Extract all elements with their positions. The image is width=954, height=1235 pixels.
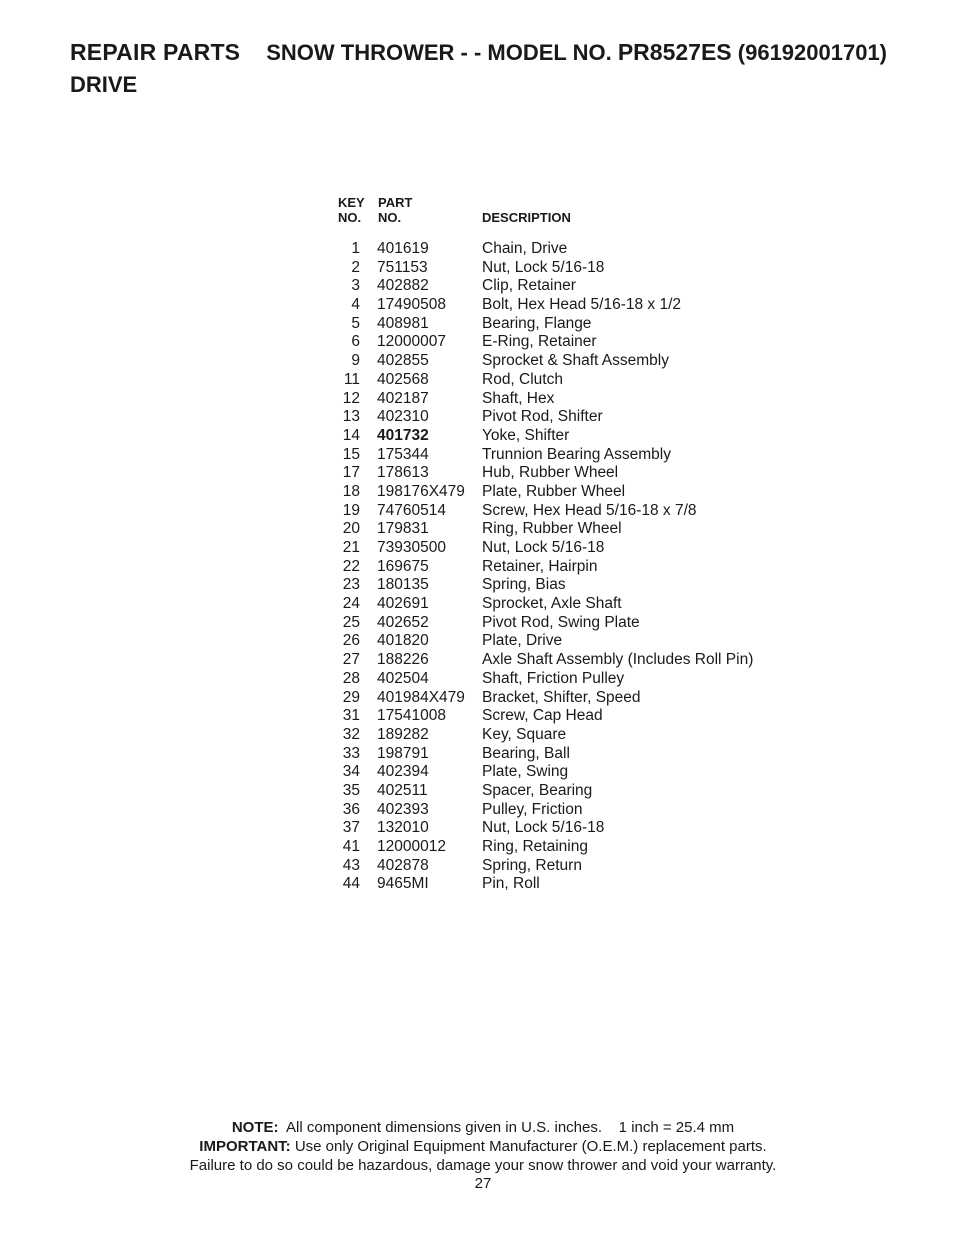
part-description: Screw, Hex Head 5/16-18 x 7/8: [482, 501, 697, 519]
part-no: 402393: [377, 800, 429, 818]
part-description: Pin, Roll: [482, 875, 540, 893]
part-description: Key, Square: [482, 725, 567, 743]
table-row: [336, 371, 806, 390]
part-no: 17541008: [377, 707, 446, 725]
key-no: 43: [342, 856, 360, 874]
part-description: Rod, Clutch: [482, 370, 563, 388]
part-description: Sprocket, Axle Shaft: [482, 595, 622, 613]
key-no: 9: [351, 352, 360, 370]
part-description: Spring, Return: [482, 856, 582, 874]
table-row: [336, 408, 806, 427]
part-no: 402187: [377, 389, 429, 407]
key-no: 24: [342, 595, 360, 613]
part-no: 132010: [377, 819, 429, 837]
part-no: 401820: [377, 632, 429, 650]
part-description: Shaft, Friction Pulley: [482, 669, 625, 687]
key-no: 1: [351, 240, 360, 257]
part-description: Shaft, Hex: [482, 389, 555, 407]
part-no: 169675: [377, 557, 429, 575]
page-title: [70, 36, 930, 69]
table-row: [336, 576, 806, 595]
part-description: Pivot Rod, Swing Plate: [482, 613, 640, 631]
part-no-header: [378, 195, 412, 225]
key-no: 13: [342, 408, 360, 426]
table-row: [336, 240, 806, 259]
note-text: All component dimensions given in U.S. inches. 1 inch = 25.4 mm: [286, 1119, 735, 1136]
part-description: Bearing, Flange: [482, 314, 592, 332]
key-no: 37: [342, 819, 360, 837]
note-line: [0, 1119, 954, 1138]
key-no: 11: [343, 370, 360, 388]
part-description: Ring, Retaining: [482, 838, 588, 855]
part-no: 402568: [377, 370, 429, 388]
part-no: 401619: [377, 240, 429, 257]
part-no: 402511: [377, 781, 428, 799]
important-label: IMPORTANT:: [199, 1137, 291, 1155]
key-no: 41: [342, 838, 360, 855]
part-description: Plate, Rubber Wheel: [482, 482, 626, 500]
parts-rows: [336, 240, 806, 894]
key-no: 33: [342, 744, 360, 762]
table-row: [336, 651, 806, 670]
table-row: [336, 745, 806, 764]
part-no: 198791: [377, 744, 429, 762]
table-row: [336, 315, 806, 334]
part-no: 401732: [377, 426, 429, 444]
table-row: [336, 446, 806, 465]
part-no: 180135: [377, 576, 429, 594]
key-no: 27: [342, 651, 360, 669]
warning-line: Failure to do so could be hazardous, damage your snow thrower and void your warranty.: [189, 1156, 777, 1174]
key-no: 28: [342, 669, 360, 687]
part-description: Hub, Rubber Wheel: [482, 464, 619, 482]
part-description: Bracket, Shifter, Speed: [482, 688, 641, 706]
table-row: [336, 763, 806, 782]
note-label: NOTE:: [231, 1119, 279, 1136]
part-no: 402882: [377, 277, 429, 295]
key-no: 6: [351, 333, 360, 351]
part-description: Spacer, Bearing: [482, 781, 593, 799]
table-row: [336, 689, 806, 708]
part-no: 402855: [377, 352, 429, 370]
part-no: 74760514: [377, 501, 446, 519]
key-no: 4: [351, 296, 360, 314]
part-no: 401984X479: [377, 688, 465, 706]
part-no: 408981: [377, 314, 429, 332]
key-no: 31: [342, 707, 360, 725]
table-row: [336, 520, 806, 539]
key-no: 23: [342, 576, 360, 594]
key-no: 14: [342, 426, 360, 444]
part-no: 17490508: [377, 296, 446, 314]
key-no: 32: [342, 725, 360, 743]
key-no: 25: [342, 613, 360, 631]
model-code: (96192001701): [737, 40, 888, 65]
key-no: 21: [342, 539, 360, 556]
part-description: Chain, Drive: [482, 240, 568, 257]
part-no: 188226: [377, 651, 429, 669]
table-row: [336, 595, 806, 614]
part-no: 198176X479: [377, 482, 465, 500]
parts-list: [336, 195, 806, 894]
part-description: Axle Shaft Assembly (Includes Roll Pin): [482, 651, 754, 669]
part-description: Bearing, Ball: [482, 744, 570, 762]
table-row: [336, 782, 806, 801]
repair-parts-label: REPAIR PARTS: [70, 39, 241, 65]
key-no: 22: [342, 557, 360, 575]
part-description: Pivot Rod, Shifter: [482, 408, 603, 426]
table-row: [336, 427, 806, 446]
table-row: [336, 296, 806, 315]
part-header-line1: PART: [378, 195, 413, 210]
key-no: 36: [342, 800, 360, 818]
part-description: Bolt, Hex Head 5/16-18 x 1/2: [482, 296, 682, 314]
key-header-line1: KEY: [338, 195, 365, 210]
key-no: 44: [342, 875, 360, 893]
key-no: 5: [351, 314, 360, 332]
part-no: 402878: [377, 856, 429, 874]
table-row: [336, 670, 806, 689]
part-no: 175344: [377, 445, 429, 463]
model-number: PR8527ES: [617, 39, 732, 65]
important-line: [0, 1138, 954, 1157]
table-row: [336, 558, 806, 577]
subtitle-prefix: SNOW THROWER - - MODEL NO.: [266, 40, 612, 65]
table-row: [336, 539, 806, 558]
part-description: Nut, Lock 5/16-18: [482, 258, 605, 276]
table-row: [336, 857, 806, 876]
table-row: [336, 819, 806, 838]
part-description: Spring, Bias: [482, 576, 566, 594]
table-row: [336, 390, 806, 409]
part-description: Plate, Swing: [482, 763, 569, 781]
table-row: [336, 614, 806, 633]
table-row: [336, 502, 806, 521]
key-header-line2: NO.: [338, 210, 362, 225]
part-header-line2: NO.: [378, 210, 402, 225]
part-description: Trunnion Bearing Assembly: [482, 445, 671, 463]
table-row: [336, 726, 806, 745]
key-no: 19: [342, 501, 360, 519]
part-description: Nut, Lock 5/16-18: [482, 539, 605, 556]
part-description: Pulley, Friction: [482, 800, 583, 818]
part-no: 12000007: [377, 333, 446, 351]
table-row: [336, 464, 806, 483]
part-description: E-Ring, Retainer: [482, 333, 597, 351]
part-description: Screw, Cap Head: [482, 707, 603, 725]
table-row: [336, 801, 806, 820]
part-no: 9465MI: [377, 875, 429, 893]
table-row: [336, 277, 806, 296]
part-description: Ring, Rubber Wheel: [482, 520, 622, 538]
part-description: Yoke, Shifter: [482, 426, 570, 444]
table-row: [336, 259, 806, 278]
key-no: 29: [342, 688, 360, 706]
part-no: 402691: [377, 595, 429, 613]
part-no: 178613: [377, 464, 429, 482]
part-no: 402504: [377, 669, 429, 687]
important-text: Use only Original Equipment Manufacturer (O.E.M.) replacement parts.: [294, 1137, 767, 1155]
part-no: 402652: [377, 613, 429, 631]
table-row: [336, 838, 806, 857]
part-no: 73930500: [377, 539, 446, 556]
key-no: 2: [351, 258, 360, 276]
table-row: [336, 333, 806, 352]
key-no: 26: [342, 632, 360, 650]
part-no: 12000012: [377, 838, 446, 855]
page-number: 27: [474, 1175, 492, 1193]
part-no: 189282: [377, 725, 429, 743]
key-no: 17: [342, 464, 360, 482]
table-row: [336, 352, 806, 371]
table-row: [336, 707, 806, 726]
part-no: 402310: [377, 408, 429, 426]
table-row: [336, 632, 806, 651]
description-header: DESCRIPTION: [482, 210, 571, 225]
part-no: 751153: [377, 258, 428, 276]
part-description: Nut, Lock 5/16-18: [482, 819, 605, 837]
key-no: 34: [342, 763, 360, 781]
key-no: 18: [342, 482, 360, 500]
key-no: 20: [342, 520, 360, 538]
part-description: Clip, Retainer: [482, 277, 576, 295]
key-no: 35: [342, 781, 360, 799]
table-row: [336, 483, 806, 502]
part-no: 402394: [377, 763, 429, 781]
part-description: Retainer, Hairpin: [482, 557, 598, 575]
part-description: Sprocket & Shaft Assembly: [482, 352, 669, 370]
part-no: 179831: [377, 520, 429, 538]
page-header: [70, 36, 930, 101]
key-no: 3: [351, 277, 360, 295]
key-no-header: [338, 195, 374, 225]
part-description: Plate, Drive: [482, 632, 563, 650]
section-title: DRIVE: [70, 72, 138, 97]
parts-list-header: [336, 195, 806, 227]
page-footer: [0, 1119, 954, 1194]
key-no: 12: [342, 389, 360, 407]
key-no: 15: [342, 445, 360, 463]
table-row: [336, 875, 806, 894]
